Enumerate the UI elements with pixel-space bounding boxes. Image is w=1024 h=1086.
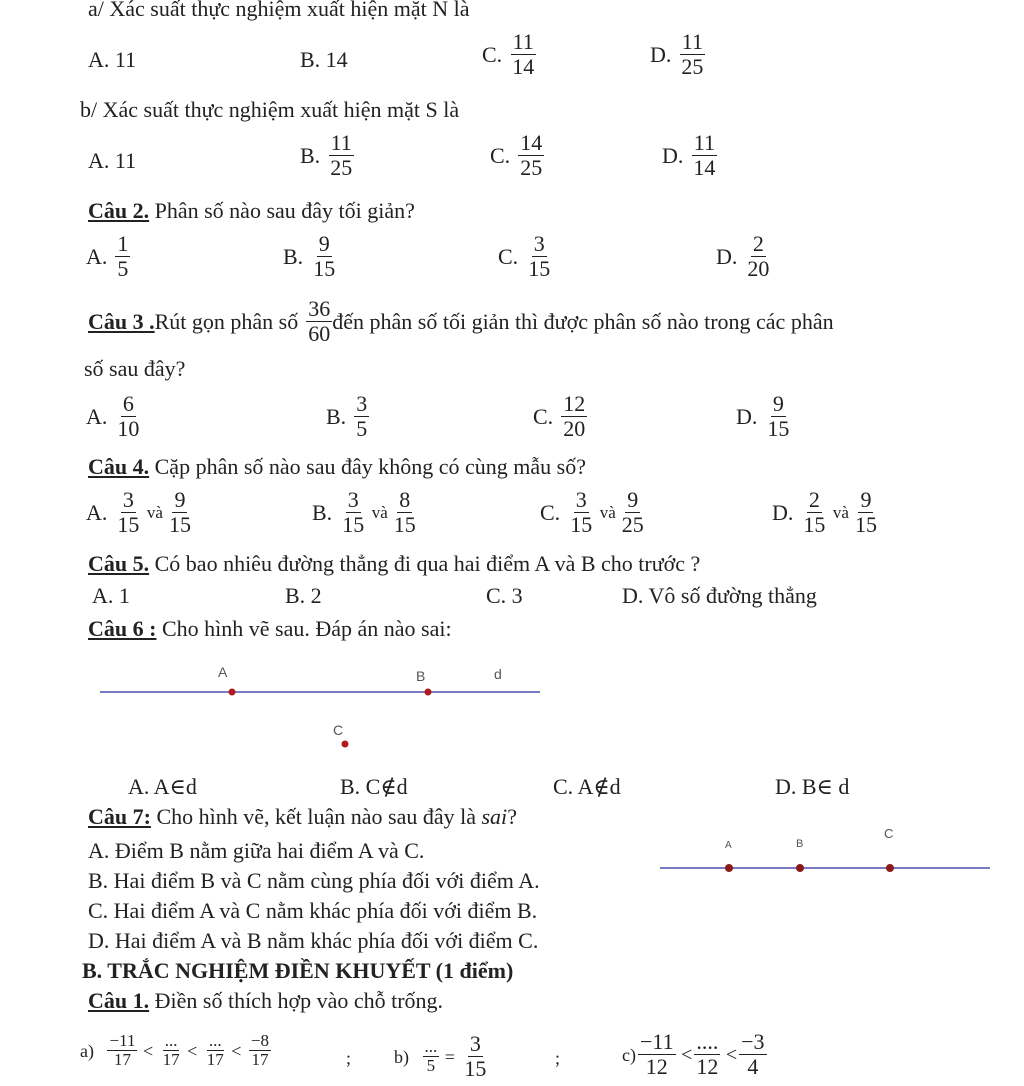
q7-option-b: B. Hai điểm B và C nằm cùng phía đối với điểm A. bbox=[88, 868, 540, 893]
question-number: Câu 4. bbox=[88, 454, 150, 479]
fraction bbox=[620, 488, 646, 537]
q7-label-a: A bbox=[725, 840, 732, 851]
option-label: A. bbox=[86, 403, 108, 429]
q6-option-d: D. B∈ d bbox=[775, 774, 850, 799]
and-word: và bbox=[146, 502, 163, 522]
numerator: −8 bbox=[250, 1031, 270, 1050]
option-label: B. bbox=[300, 142, 321, 168]
denominator: 15 bbox=[854, 512, 877, 537]
part-label: b) bbox=[394, 1046, 409, 1067]
separator: ; bbox=[555, 1048, 561, 1068]
question-text: Có bao nhiêu đường thẳng đi qua hai điểm A và B cho trước ? bbox=[149, 551, 701, 576]
q6-option-a: A. A∈d bbox=[128, 774, 197, 799]
fraction bbox=[311, 232, 337, 281]
denominator: 5 bbox=[356, 416, 368, 441]
q1a-option-b: B. 14 bbox=[300, 47, 348, 72]
q3-question bbox=[88, 297, 834, 346]
question-number: Câu 1. bbox=[88, 988, 150, 1013]
numerator: 12 bbox=[563, 391, 586, 416]
q2-option-b bbox=[283, 232, 337, 281]
q6-option-c: C. A∉d bbox=[553, 774, 621, 799]
denominator: 25 bbox=[520, 155, 543, 180]
q1b-option-a: A. 11 bbox=[88, 148, 137, 173]
q3-option-d bbox=[736, 392, 791, 441]
question-text: Rút gọn phân số bbox=[154, 308, 299, 334]
q5-option-b: B. 2 bbox=[285, 583, 322, 608]
fraction bbox=[518, 131, 544, 180]
q1b-option-d bbox=[662, 131, 717, 180]
numerator: 11 bbox=[693, 130, 715, 155]
fraction bbox=[306, 297, 332, 346]
denominator: 17 bbox=[251, 1050, 269, 1069]
and-word: và bbox=[599, 502, 616, 522]
fraction bbox=[853, 488, 879, 537]
q6-question bbox=[88, 616, 452, 642]
and-word: và bbox=[832, 502, 849, 522]
question-text: đến phân số tối giản thì được phân số nào trong các phân bbox=[332, 308, 834, 334]
question-text-end: ? bbox=[507, 804, 517, 829]
fraction bbox=[691, 131, 717, 180]
option-label: C. bbox=[540, 499, 561, 525]
q3-option-a bbox=[86, 392, 141, 441]
fraction bbox=[638, 1030, 676, 1079]
option-label: D. bbox=[772, 499, 794, 525]
numerator: −11 bbox=[109, 1031, 136, 1050]
part-label: c) bbox=[622, 1044, 636, 1065]
option-label: C. bbox=[498, 243, 519, 269]
question-number: Câu 6 : bbox=[88, 616, 157, 641]
denominator: 14 bbox=[512, 54, 535, 79]
point-a bbox=[725, 864, 733, 872]
fraction bbox=[340, 488, 366, 537]
numerator: 11 bbox=[330, 130, 352, 155]
numerator: 1 bbox=[117, 231, 129, 256]
option-label: D. bbox=[650, 41, 672, 67]
equals: = bbox=[444, 1046, 455, 1067]
denominator: 17 bbox=[162, 1050, 180, 1069]
question-number: Câu 7: bbox=[88, 804, 151, 829]
fill1-part-a bbox=[80, 1032, 271, 1069]
q2-question bbox=[88, 198, 415, 224]
option-label: D. bbox=[662, 142, 684, 168]
point-a bbox=[229, 689, 236, 696]
numerator: 9 bbox=[627, 487, 639, 512]
fraction bbox=[115, 392, 141, 441]
fraction bbox=[392, 488, 418, 537]
q7-option-a: A. Điểm B nằm giữa hai điểm A và C. bbox=[88, 838, 425, 863]
option-label: B. bbox=[283, 243, 304, 269]
q1a-prompt: a/ Xác suất thực nghiệm xuất hiện mặt N là bbox=[88, 0, 470, 21]
numerator: 36 bbox=[308, 296, 331, 321]
q1b-option-b bbox=[300, 131, 354, 180]
fraction bbox=[161, 1032, 182, 1069]
q4-option-a bbox=[86, 488, 193, 537]
q4-option-c bbox=[540, 488, 646, 537]
q7-option-c: C. Hai điểm A và C nằm khác phía đối với điểm B. bbox=[88, 898, 538, 923]
numerator: 11 bbox=[512, 29, 534, 54]
point-c bbox=[342, 741, 349, 748]
denominator: 17 bbox=[113, 1050, 131, 1069]
numerator: 3 bbox=[347, 487, 359, 512]
numerator: .... bbox=[696, 1029, 719, 1054]
q5-option-a: A. 1 bbox=[92, 583, 130, 608]
numerator: 9 bbox=[318, 231, 330, 256]
q7-question bbox=[88, 804, 517, 830]
option-label: A. bbox=[86, 499, 108, 525]
denominator: 25 bbox=[621, 512, 644, 537]
denominator: 15 bbox=[803, 512, 826, 537]
less-than: < bbox=[187, 1040, 198, 1061]
denominator: 15 bbox=[464, 1056, 487, 1081]
fraction bbox=[526, 232, 552, 281]
q5-question bbox=[88, 551, 700, 577]
fraction bbox=[679, 30, 705, 79]
question-text: Phân số nào sau đây tối giản? bbox=[149, 198, 415, 223]
fraction bbox=[115, 488, 141, 537]
section-b-title: B. TRẮC NGHIỆM ĐIỀN KHUYẾT (1 điểm) bbox=[82, 958, 514, 983]
denominator: 15 bbox=[393, 512, 416, 537]
fraction bbox=[745, 232, 771, 281]
point-c bbox=[886, 864, 894, 872]
question-number: Câu 2. bbox=[88, 198, 150, 223]
denominator: 20 bbox=[563, 416, 586, 441]
question-emphasis: sai bbox=[481, 804, 508, 829]
denominator: 10 bbox=[117, 416, 140, 441]
less-than: < bbox=[142, 1040, 154, 1061]
point-b bbox=[796, 864, 804, 872]
fraction bbox=[739, 1030, 766, 1079]
denominator: 15 bbox=[528, 256, 551, 281]
fill1-part-b bbox=[394, 1032, 488, 1081]
numerator: 8 bbox=[399, 487, 411, 512]
numerator: 9 bbox=[772, 391, 784, 416]
fraction bbox=[167, 488, 193, 537]
fraction bbox=[354, 392, 369, 441]
q5-option-d: D. Vô số đường thẳng bbox=[622, 583, 817, 608]
option-label: D. bbox=[716, 243, 738, 269]
q3-question-line2: số sau đây? bbox=[84, 356, 186, 381]
option-label: B. bbox=[326, 403, 347, 429]
numerator: 11 bbox=[681, 29, 703, 54]
question-text: Điền số thích hợp vào chỗ trống. bbox=[149, 988, 444, 1013]
numerator: −11 bbox=[639, 1029, 674, 1054]
q2-option-a bbox=[86, 232, 130, 281]
option-label: C. bbox=[490, 142, 511, 168]
option-label: C. bbox=[482, 41, 503, 67]
fraction bbox=[205, 1032, 226, 1069]
fraction bbox=[115, 232, 130, 281]
less-than: < bbox=[725, 1043, 738, 1066]
denominator: 60 bbox=[308, 321, 331, 346]
denominator: 15 bbox=[342, 512, 365, 537]
question-number: Câu 5. bbox=[88, 551, 150, 576]
q6-figure bbox=[0, 660, 600, 760]
fraction bbox=[423, 1038, 440, 1075]
denominator: 15 bbox=[767, 416, 790, 441]
fraction bbox=[561, 392, 587, 441]
fill1-question bbox=[88, 988, 443, 1014]
numerator: 2 bbox=[808, 487, 820, 512]
separator: ; bbox=[346, 1048, 352, 1068]
denominator: 15 bbox=[570, 512, 593, 537]
q6-label-b: B bbox=[416, 668, 426, 684]
option-label: C. bbox=[533, 403, 554, 429]
denominator: 25 bbox=[681, 54, 704, 79]
denominator: 12 bbox=[645, 1054, 668, 1079]
numerator: ... bbox=[164, 1031, 178, 1050]
denominator: 4 bbox=[747, 1054, 759, 1079]
q3-option-c bbox=[533, 392, 587, 441]
question-text: Cho hình vẽ sau. Đáp án nào sai: bbox=[156, 616, 452, 641]
denominator: 17 bbox=[206, 1050, 224, 1069]
fraction bbox=[765, 392, 791, 441]
fraction bbox=[249, 1032, 271, 1069]
part-label: a) bbox=[80, 1040, 94, 1061]
option-label: D. bbox=[736, 403, 758, 429]
denominator: 15 bbox=[313, 256, 336, 281]
fraction bbox=[107, 1032, 137, 1069]
fraction bbox=[568, 488, 594, 537]
numerator: 9 bbox=[860, 487, 872, 512]
q6-option-b: B. C∉d bbox=[340, 774, 408, 799]
numerator: ... bbox=[208, 1031, 222, 1050]
q1b-prompt: b/ Xác suất thực nghiệm xuất hiện mặt S là bbox=[80, 97, 460, 122]
less-than: < bbox=[231, 1040, 242, 1061]
numerator: 2 bbox=[752, 231, 764, 256]
numerator: 3 bbox=[575, 487, 587, 512]
fraction bbox=[462, 1032, 488, 1081]
q1a-option-d bbox=[650, 30, 705, 79]
fraction bbox=[801, 488, 827, 537]
q3-option-b bbox=[326, 392, 369, 441]
denominator: 5 bbox=[117, 256, 129, 281]
q1a-option-a: A. 11 bbox=[88, 47, 137, 72]
option-label: B. bbox=[312, 499, 333, 525]
denominator: 20 bbox=[747, 256, 770, 281]
denominator: 12 bbox=[696, 1054, 719, 1079]
numerator: 3 bbox=[122, 487, 134, 512]
numerator: 3 bbox=[533, 231, 545, 256]
denominator: 14 bbox=[693, 155, 716, 180]
denominator: 5 bbox=[426, 1056, 436, 1075]
numerator: 3 bbox=[469, 1031, 481, 1056]
numerator: −3 bbox=[741, 1029, 765, 1054]
less-than: < bbox=[681, 1043, 693, 1066]
q4-question bbox=[88, 454, 586, 480]
q1b-option-c bbox=[490, 131, 544, 180]
q4-option-b bbox=[312, 488, 418, 537]
and-word: và bbox=[371, 502, 388, 522]
q6-label-c: C bbox=[333, 722, 344, 738]
question-number: Câu 3 . bbox=[88, 308, 155, 334]
q1a-option-c bbox=[482, 30, 536, 79]
q2-option-c bbox=[498, 232, 552, 281]
point-b bbox=[425, 689, 432, 696]
q7-figure bbox=[650, 820, 1000, 890]
q2-option-d bbox=[716, 232, 771, 281]
question-text: Cặp phân số nào sau đây không có cùng mẫu số? bbox=[149, 454, 586, 479]
q6-label-a: A bbox=[218, 664, 228, 680]
denominator: 15 bbox=[117, 512, 140, 537]
option-label: A. bbox=[86, 243, 108, 269]
numerator: 3 bbox=[356, 391, 368, 416]
numerator: 6 bbox=[122, 391, 134, 416]
fraction bbox=[328, 131, 354, 180]
fraction bbox=[510, 30, 536, 79]
q7-label-c: C bbox=[884, 826, 894, 841]
numerator: 14 bbox=[520, 130, 543, 155]
q4-option-d bbox=[772, 488, 879, 537]
numerator: ... bbox=[424, 1037, 438, 1056]
fill1-part-c bbox=[622, 1030, 767, 1079]
q7-label-b: B bbox=[796, 838, 804, 850]
fraction bbox=[694, 1030, 720, 1079]
q6-label-d: d bbox=[494, 666, 502, 682]
denominator: 15 bbox=[168, 512, 191, 537]
numerator: 9 bbox=[174, 487, 186, 512]
question-text: Cho hình vẽ, kết luận nào sau đây là bbox=[150, 804, 482, 829]
denominator: 25 bbox=[330, 155, 353, 180]
q7-option-d: D. Hai điểm A và B nằm khác phía đối với điểm C. bbox=[88, 928, 539, 953]
q5-option-c: C. 3 bbox=[486, 583, 523, 608]
